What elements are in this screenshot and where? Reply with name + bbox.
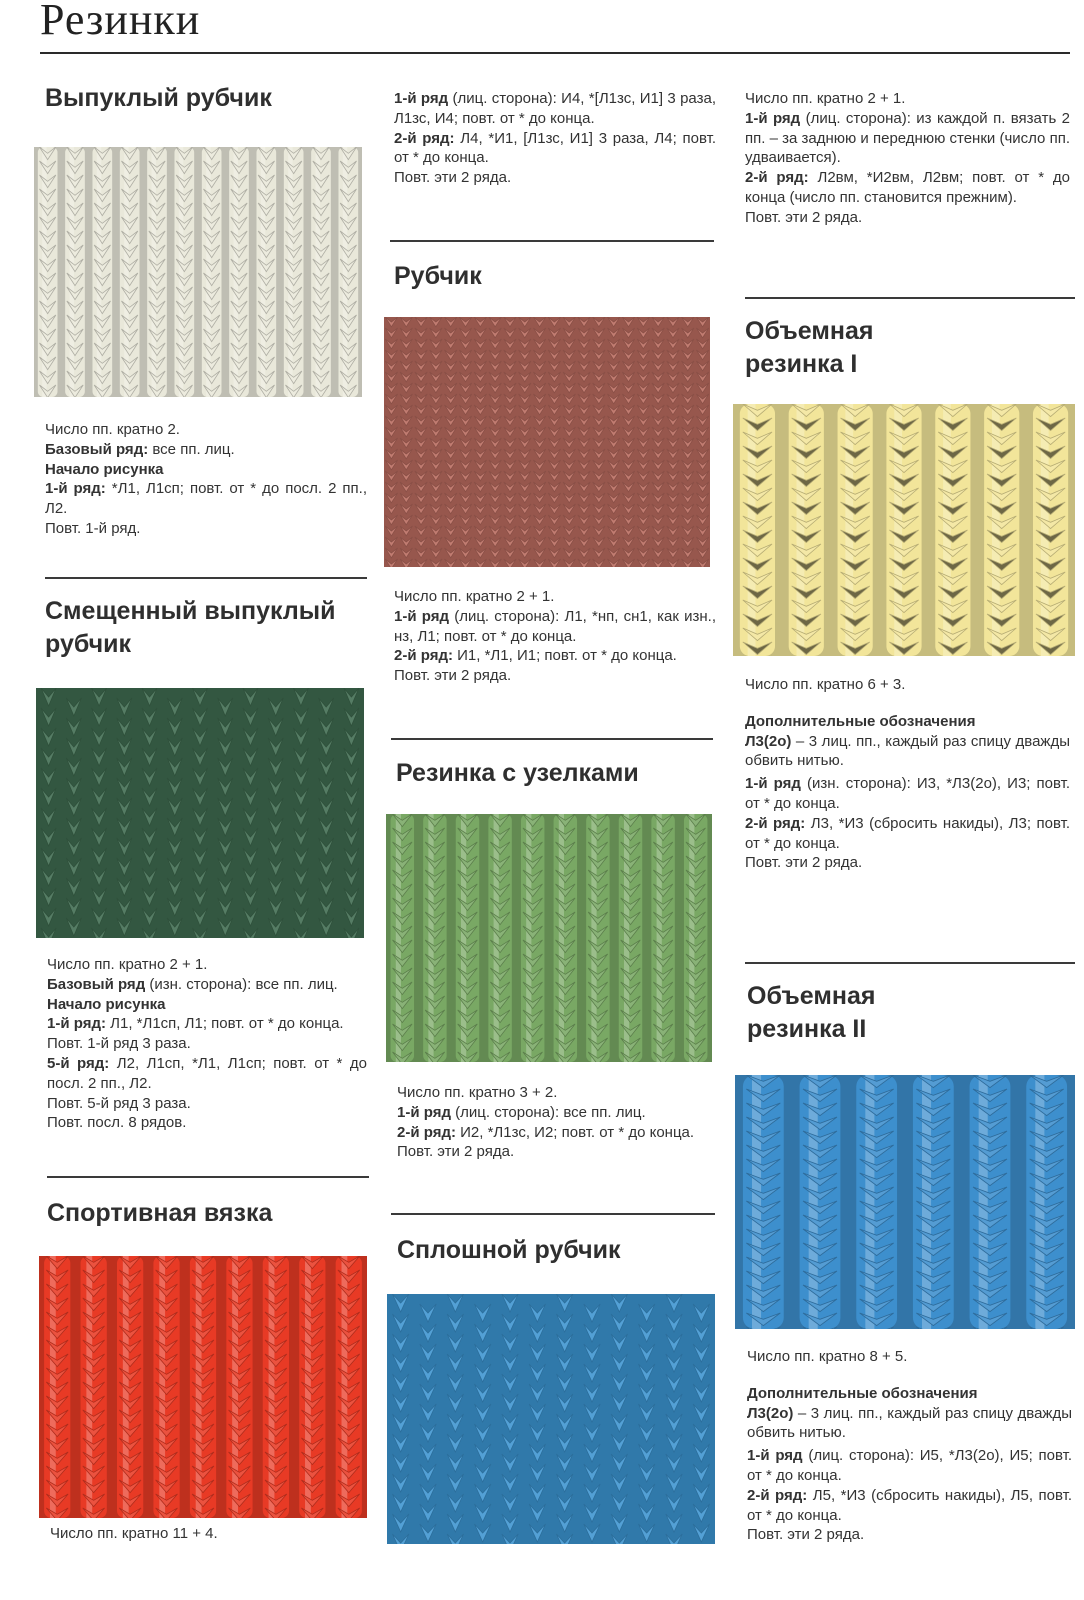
pattern-line bbox=[745, 208, 1070, 228]
row-label: Л3(2о) bbox=[747, 1404, 794, 1422]
row-label: Базовый ряд: bbox=[45, 440, 149, 458]
row-text: – 3 лиц. пп., каждый раз спицу дважды обвить нитью. bbox=[745, 732, 1070, 770]
row-label: 1-й ряд: bbox=[47, 1015, 106, 1033]
section-divider bbox=[391, 738, 713, 740]
row-text: (лиц. сторона): из каждой п. вязать 2 пп. – за заднюю и переднюю стенки (число пп. удваивается). bbox=[745, 109, 1070, 167]
pattern-line bbox=[394, 587, 716, 607]
pattern-line bbox=[45, 460, 367, 480]
pattern-text-vypukly bbox=[45, 420, 367, 539]
pattern-line bbox=[747, 1486, 1072, 1526]
swatch-rubchik bbox=[384, 317, 710, 567]
swatch-obyemnaya2 bbox=[735, 1075, 1075, 1329]
row-text: (лиц. сторона): все пп. лиц. bbox=[450, 1103, 646, 1121]
pattern-line bbox=[45, 519, 367, 539]
row-label: Базовый ряд bbox=[47, 975, 146, 993]
row-label: Начало рисунка bbox=[47, 995, 166, 1013]
pattern-line bbox=[47, 955, 367, 975]
pattern-text-obyemnaya1 bbox=[745, 675, 1070, 873]
row-label: 1-й ряд bbox=[394, 90, 449, 107]
swatch-uzelki bbox=[386, 814, 712, 1062]
pattern-text-obyemnaya2 bbox=[747, 1347, 1072, 1545]
pattern-line bbox=[747, 1446, 1072, 1486]
row-text: (лиц. сторона): Л1, *нп, сн1, как изн., нз, Л1; повт. от * до конца. bbox=[394, 607, 716, 645]
row-text: Повт. эти 2 ряда. bbox=[745, 208, 863, 226]
pattern-line bbox=[47, 1094, 367, 1114]
swatch-obyemnaya1 bbox=[733, 404, 1075, 656]
pattern-line bbox=[747, 1384, 1072, 1404]
pattern-line bbox=[745, 89, 1070, 109]
row-label: Дополнительные обозначения bbox=[747, 1384, 978, 1402]
row-label: 2-й ряд: bbox=[747, 1486, 808, 1504]
row-text: все пп. лиц. bbox=[148, 440, 235, 458]
pattern-line bbox=[747, 1404, 1072, 1444]
section-title-obyemnaya1: Объемная резинка I bbox=[745, 317, 874, 378]
row-label: 2-й ряд: bbox=[394, 129, 455, 147]
section-title-vypukly: Выпуклый рубчик bbox=[45, 84, 272, 112]
row-text: Повт. 1-й ряд. bbox=[45, 519, 141, 537]
swatch-texture bbox=[44, 1256, 362, 1518]
swatch-background bbox=[735, 1075, 1075, 1329]
row-label: Начало рисунка bbox=[45, 460, 164, 478]
pattern-line bbox=[745, 853, 1070, 873]
pattern-line bbox=[747, 1347, 1072, 1367]
row-label: Л3(2о) bbox=[745, 732, 792, 750]
page-title: Резинки bbox=[40, 0, 201, 44]
section-divider bbox=[390, 240, 714, 242]
row-text: И2, *Л1зс, И2; повт. от * до конца. bbox=[455, 1123, 695, 1141]
pattern-line bbox=[747, 1525, 1072, 1545]
row-text: Число пп. кратно 6 + 3. bbox=[745, 676, 906, 693]
pattern-line bbox=[394, 646, 716, 666]
swatch-texture bbox=[740, 404, 1068, 656]
section-title-sploshnoy: Сплошной рубчик bbox=[397, 1236, 621, 1264]
pattern-line bbox=[745, 774, 1070, 814]
pattern-line bbox=[394, 129, 716, 169]
row-text: И1, *Л1, И1; повт. от * до конца. bbox=[452, 647, 677, 665]
row-label: 1-й ряд bbox=[745, 775, 801, 793]
row-label: 1-й ряд: bbox=[45, 480, 106, 498]
row-text: Число пп. кратно 2 + 1. bbox=[47, 956, 208, 973]
row-label: 1-й ряд bbox=[747, 1447, 803, 1465]
swatch-smeshenny bbox=[36, 688, 364, 938]
pattern-line bbox=[47, 995, 367, 1015]
section-divider bbox=[745, 962, 1075, 964]
section-title-uzelki: Резинка с узелками bbox=[396, 759, 639, 787]
pattern-text-smeshenny bbox=[47, 955, 367, 1133]
swatch-sploshnoy bbox=[387, 1294, 715, 1544]
row-label: 1-й ряд bbox=[397, 1103, 451, 1121]
row-label: 2-й ряд: bbox=[745, 814, 806, 832]
section-title-rubchik: Рубчик bbox=[394, 262, 482, 290]
row-label: 2-й ряд: bbox=[745, 169, 809, 187]
row-label: 2-й ряд: bbox=[397, 1123, 456, 1141]
section-divider bbox=[45, 577, 367, 579]
pattern-text-continued bbox=[394, 89, 716, 188]
column-3 bbox=[745, 0, 1075, 1600]
pattern-line bbox=[47, 1054, 367, 1094]
swatch-vypukly bbox=[34, 147, 362, 397]
pattern-line bbox=[394, 89, 716, 129]
row-text: Л4, *И1, [Л1зс, И1] 3 раза, Л4; повт. от * до конца. bbox=[394, 129, 716, 167]
row-text: (изн. сторона): И3, *Л3(2о), И3; повт. от * до конца. bbox=[745, 775, 1071, 812]
row-text: (лиц. сторона): И4, *[Л1зс, И1] 3 раза, Л1зс, И4; повт. от * до конца. bbox=[394, 90, 716, 127]
pattern-line bbox=[394, 607, 716, 647]
swatch-sportivnaya bbox=[39, 1256, 367, 1518]
row-label: Дополнительные обозначения bbox=[745, 712, 976, 730]
pattern-line bbox=[745, 168, 1070, 208]
pattern-line bbox=[45, 420, 367, 440]
row-text: Л2вм, *И2вм, Л2вм; повт. от * до конца (число пп. становится прежним). bbox=[745, 169, 1070, 206]
pattern-line bbox=[47, 1034, 367, 1054]
section-title-obyemnaya2: Объемная резинка II bbox=[747, 982, 876, 1043]
row-text: Повт. эти 2 ряда. bbox=[397, 1143, 515, 1161]
row-text: Число пп. кратно 3 + 2. bbox=[397, 1084, 558, 1101]
section-divider bbox=[745, 297, 1075, 299]
pattern-text-rubchik bbox=[394, 587, 716, 686]
row-text: Повт. 5-й ряд 3 раза. bbox=[47, 1094, 191, 1112]
swatch-background bbox=[387, 1294, 715, 1544]
pattern-line bbox=[745, 109, 1070, 168]
row-text: Число пп. кратно 11 + 4. bbox=[50, 1525, 218, 1542]
pattern-text-top3 bbox=[745, 89, 1070, 228]
row-text: Повт. эти 2 ряда. bbox=[745, 854, 863, 872]
row-text: Л2, Л1сп, *Л1, Л1сп; повт. от * до посл. 2 пп., Л2. bbox=[47, 1054, 367, 1092]
row-text: Повт. эти 2 ряда. bbox=[394, 667, 512, 685]
pattern-line bbox=[397, 1103, 717, 1123]
row-text: Число пп. кратно 2 + 1. bbox=[394, 588, 555, 605]
row-text: Л3, *И3 (сбросить накиды), Л3; повт. от * до конца. bbox=[745, 814, 1070, 852]
row-label: 1-й ряд bbox=[394, 607, 449, 625]
row-text: Повт. посл. 8 рядов. bbox=[47, 1114, 187, 1132]
pattern-text-sportivnaya bbox=[50, 1524, 368, 1544]
pattern-line bbox=[45, 479, 367, 519]
row-text: Повт. эти 2 ряда. bbox=[747, 1526, 865, 1544]
section-title-sportivnaya: Спортивная вязка bbox=[47, 1199, 273, 1227]
row-text: (изн. сторона): все пп. лиц. bbox=[145, 975, 338, 993]
spacer bbox=[745, 695, 1070, 712]
pattern-line bbox=[745, 712, 1070, 732]
row-text: – 3 лиц. пп., каждый раз спицу дважды обвить нитью. bbox=[747, 1404, 1072, 1442]
pattern-text-uzelki bbox=[397, 1083, 717, 1162]
row-label: 2-й ряд: bbox=[394, 647, 453, 665]
row-text: Число пп. кратно 2 + 1. bbox=[745, 90, 906, 107]
row-text: Число пп. кратно 8 + 5. bbox=[747, 1348, 908, 1365]
section-divider bbox=[47, 1176, 369, 1178]
pattern-line bbox=[745, 675, 1070, 695]
pattern-line bbox=[394, 666, 716, 686]
section-divider bbox=[391, 1213, 715, 1215]
row-label: 5-й ряд: bbox=[47, 1054, 110, 1072]
row-text: Повт. 1-й ряд 3 раза. bbox=[47, 1035, 191, 1053]
pattern-line bbox=[397, 1123, 717, 1143]
pattern-line bbox=[47, 1014, 367, 1034]
column-1 bbox=[45, 0, 367, 1600]
pattern-line bbox=[394, 168, 716, 188]
section-title-smeshenny: Смещенный выпуклый рубчик bbox=[45, 597, 336, 658]
spacer bbox=[747, 1367, 1072, 1384]
row-text: Число пп. кратно 2. bbox=[45, 421, 180, 438]
pattern-line bbox=[397, 1083, 717, 1103]
pattern-line bbox=[50, 1524, 368, 1544]
row-text: (лиц. сторона): И5, *Л3(2о), И5; повт. от * до конца. bbox=[747, 1447, 1073, 1484]
pattern-line bbox=[47, 975, 367, 995]
pattern-line bbox=[45, 440, 367, 460]
row-text: Л1, *Л1сп, Л1; повт. от * до конца. bbox=[105, 1015, 344, 1033]
pattern-line bbox=[47, 1113, 367, 1133]
column-2 bbox=[394, 0, 716, 1600]
row-text: Л5, *И3 (сбросить накиды), Л5, повт. от * до конца. bbox=[747, 1486, 1072, 1524]
row-text: Повт. эти 2 ряда. bbox=[394, 169, 512, 187]
pattern-line bbox=[397, 1142, 717, 1162]
row-text: *Л1, Л1сп; повт. от * до посл. 2 пп., Л2. bbox=[45, 480, 367, 518]
pattern-line bbox=[745, 814, 1070, 854]
row-label: 1-й ряд bbox=[745, 109, 801, 127]
pattern-line bbox=[745, 732, 1070, 772]
